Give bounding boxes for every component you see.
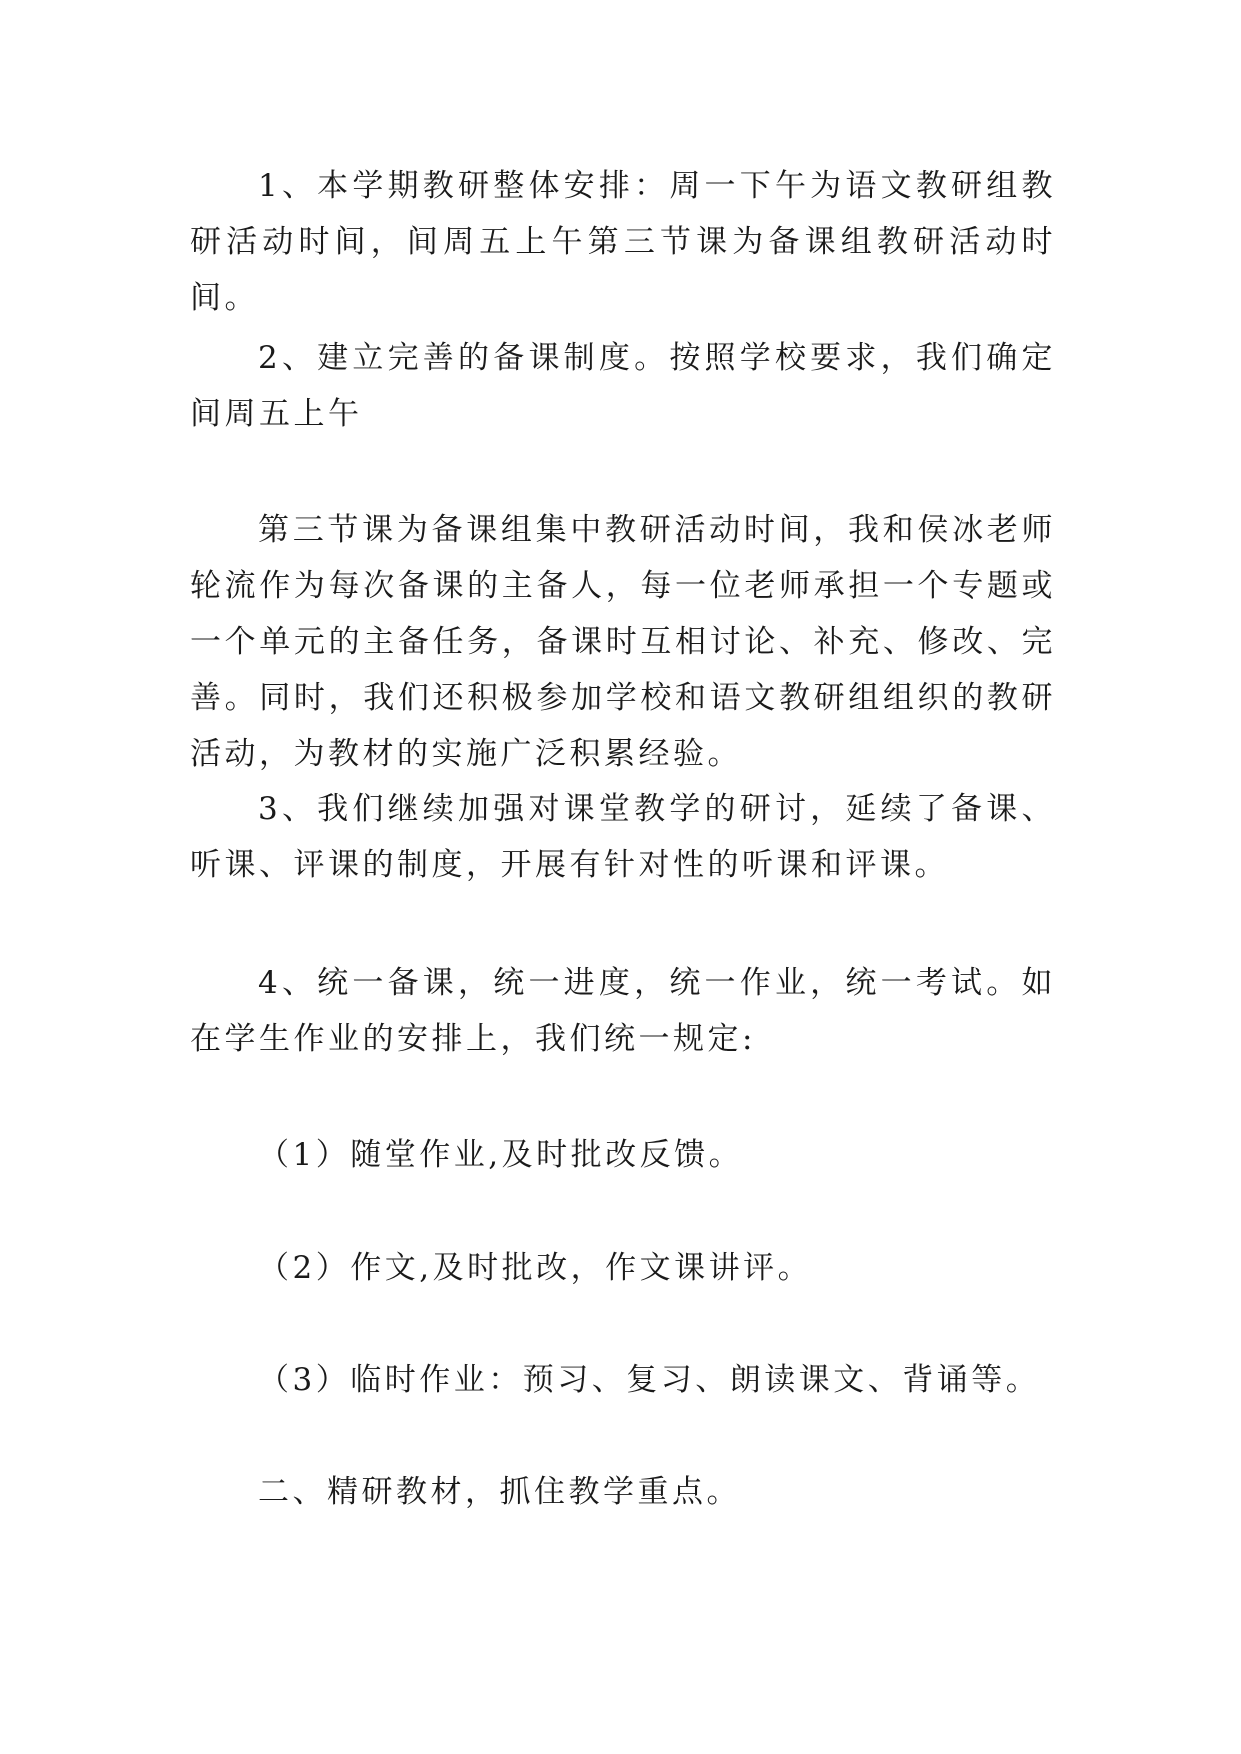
list-item-classroom-homework: （1）随堂作业,及时批改反馈。 <box>258 1137 744 1173</box>
paragraph-lesson-prep-system: 2、建立完善的备课制度。按照学校要求，我们确定间周五上午 <box>190 340 1056 432</box>
paragraph-collective-research-time: 第三节课为备课组集中教研活动时间，我和侯冰老师轮流作为每次备课的主备人，每一位老师承担一个专题或一个单元的主备任务，备课时互相讨论、补充、修改、完善。同时，我们还积极参加学校和语文教研组组织的教研活动，为教材的实施广泛积累经验。 <box>190 512 1056 772</box>
list-item-composition: （2）作文,及时批改，作文课讲评。 <box>258 1250 813 1286</box>
paragraph-teaching-research-schedule: 1、本学期教研整体安排：周一下午为语文教研组教研活动时间，间周五上午第三节课为备课组教研活动时间。 <box>190 168 1056 316</box>
paragraph-classroom-teaching-research: 3、我们继续加强对课堂教学的研讨，延续了备课、听课、评课的制度，开展有针对性的听课和评课。 <box>190 791 1056 883</box>
paragraph-unified-requirements: 4、统一备课，统一进度，统一作业，统一考试。如在学生作业的安排上，我们统一规定: <box>190 965 1056 1057</box>
list-item-temporary-homework: （3）临时作业：预习、复习、朗读课文、背诵等。 <box>258 1362 1041 1398</box>
section-heading-study-textbook: 二、精研教材，抓住教学重点。 <box>258 1474 741 1510</box>
